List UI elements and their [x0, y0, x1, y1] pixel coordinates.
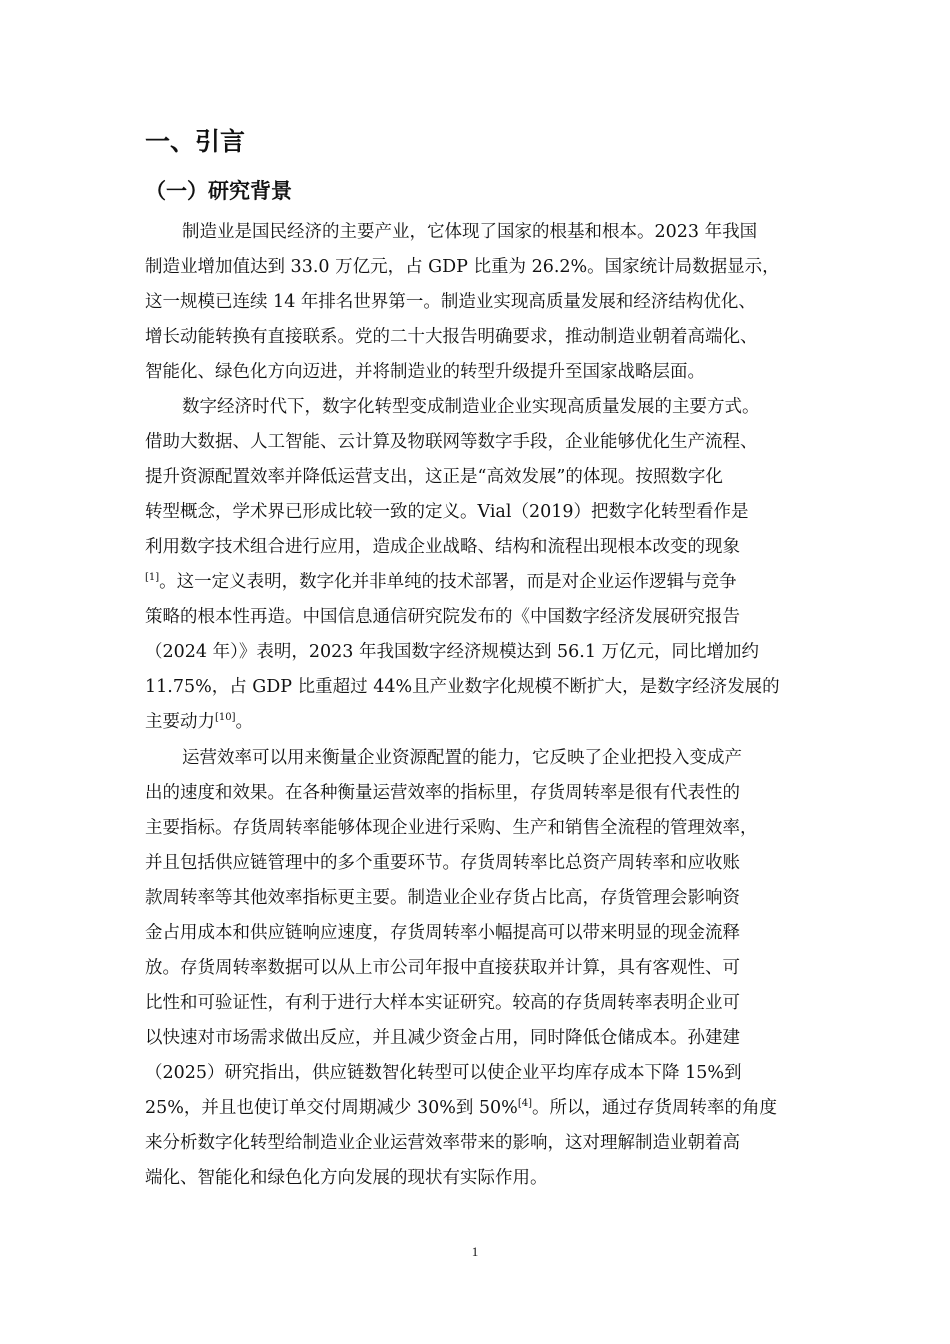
- text-line: [145, 986, 810, 1021]
- text-segment: 转型概念，学术界已形成比较一致的定义。Vial（2019）把数字化转型看作是: [145, 502, 749, 522]
- heading-research-background: （一）研究背景: [145, 179, 292, 203]
- citation-marker: [1]: [145, 572, 160, 584]
- text-line: [145, 250, 810, 285]
- text-segment: 主要指标。存货周转率能够体现企业进行采购、生产和销售全流程的管理效率，: [145, 818, 758, 838]
- text-segment: 出的速度和效果。在各种衡量运营效率的指标里，存货周转率是很有代表性的: [145, 783, 740, 803]
- text-line: [145, 1091, 810, 1126]
- text-segment: 制造业是国民经济的主要产业，它体现了国家的根基和根本。2023 年我国: [182, 222, 758, 242]
- text-segment: 端化、智能化和绿色化方向发展的现状有实际作用。: [145, 1168, 548, 1188]
- text-line: [145, 530, 810, 565]
- text-line: [145, 285, 810, 320]
- text-segment: （2025）研究指出，供应链数智化转型可以使企业平均库存成本下降 15%到: [145, 1063, 742, 1083]
- text-line: [145, 705, 810, 740]
- text-line: [145, 600, 810, 635]
- text-segment: 制造业增加值达到 33.0 万亿元，占 GDP 比重为 26.2%。国家统计局数据显示，: [145, 257, 780, 277]
- citation-marker: [10]: [215, 712, 236, 724]
- text-line: [145, 811, 810, 846]
- text-line: [145, 215, 810, 250]
- text-segment: 以快速对市场需求做出反应，并且减少资金占用，同时降低仓储成本。孙建建: [145, 1028, 740, 1048]
- text-segment: 25%，并且也使订单交付周期减少 30%到 50%: [145, 1098, 518, 1118]
- text-segment: 。所以，通过存货周转率的角度: [532, 1098, 777, 1118]
- paragraph-3: [145, 741, 810, 1196]
- text-segment: 策略的根本性再造。中国信息通信研究院发布的《中国数字经济发展研究报告: [145, 607, 740, 627]
- text-segment: 增长动能转换有直接联系。党的二十大报告明确要求，推动制造业朝着高端化、: [145, 327, 758, 347]
- text-segment: 智能化、绿色化方向迈进，并将制造业的转型升级提升至国家战略层面。: [145, 362, 705, 382]
- text-line: [145, 390, 810, 425]
- text-line: [145, 1056, 810, 1091]
- text-line: [145, 741, 810, 776]
- text-line: [145, 495, 810, 530]
- text-line: [145, 670, 810, 705]
- text-segment: 这一规模已连续 14 年排名世界第一。制造业实现高质量发展和经济结构优化、: [145, 292, 756, 312]
- page-number: 1: [471, 1244, 479, 1259]
- citation-marker: [4]: [517, 1098, 532, 1110]
- text-line: [145, 355, 810, 390]
- text-line: [145, 460, 810, 495]
- text-segment: 来分析数字化转型给制造业企业运营效率带来的影响，这对理解制造业朝着高: [145, 1133, 740, 1153]
- text-line: [145, 916, 810, 951]
- text-line: [145, 846, 810, 881]
- text-segment: 。: [235, 712, 254, 732]
- text-line: [145, 776, 810, 811]
- text-line: [145, 951, 810, 986]
- text-line: [145, 1161, 810, 1196]
- text-line: [145, 635, 810, 670]
- text-line: [145, 881, 810, 916]
- text-segment: 。这一定义表明，数字化并非单纯的技术部署，而是对企业运作逻辑与竞争: [159, 572, 737, 592]
- text-line: [145, 1021, 810, 1056]
- text-segment: 运营效率可以用来衡量企业资源配置的能力，它反映了企业把投入变成产: [182, 748, 742, 768]
- text-segment: 数字经济时代下，数字化转型变成制造业企业实现高质量发展的主要方式。: [182, 397, 760, 417]
- heading-introduction: 一、引言: [145, 127, 246, 156]
- text-segment: 并且包括供应链管理中的多个重要环节。存货周转率比总资产周转率和应收账: [145, 853, 740, 873]
- text-segment: 金占用成本和供应链响应速度，存货周转率小幅提高可以带来明显的现金流释: [145, 923, 740, 943]
- text-segment: （2024 年）》表明，2023 年我国数字经济规模达到 56.1 万亿元，同比增加约: [145, 642, 760, 662]
- text-segment: 主要动力: [145, 712, 215, 732]
- text-line: [145, 565, 810, 600]
- text-segment: 11.75%，占 GDP 比重超过 44%且产业数字化规模不断扩大，是数字经济发展的: [145, 677, 780, 697]
- text-line: [145, 320, 810, 355]
- text-segment: 借助大数据、人工智能、云计算及物联网等数字手段，企业能够优化生产流程、: [145, 432, 758, 452]
- text-segment: 利用数字技术组合进行应用，造成企业战略、结构和流程出现根本改变的现象: [145, 537, 740, 557]
- text-line: [145, 1126, 810, 1161]
- paragraph-1: [145, 215, 810, 390]
- text-segment: 提升资源配置效率并降低运营支出，这正是“高效发展”的体现。按照数字化: [145, 467, 723, 487]
- paragraph-2: [145, 390, 810, 740]
- text-segment: 放。存货周转率数据可以从上市公司年报中直接获取并计算，具有客观性、可: [145, 958, 740, 978]
- text-line: [145, 425, 810, 460]
- text-segment: 款周转率等其他效率指标更主要。制造业企业存货占比高，存货管理会影响资: [145, 888, 740, 908]
- text-segment: 比性和可验证性，有利于进行大样本实证研究。较高的存货周转率表明企业可: [145, 993, 740, 1013]
